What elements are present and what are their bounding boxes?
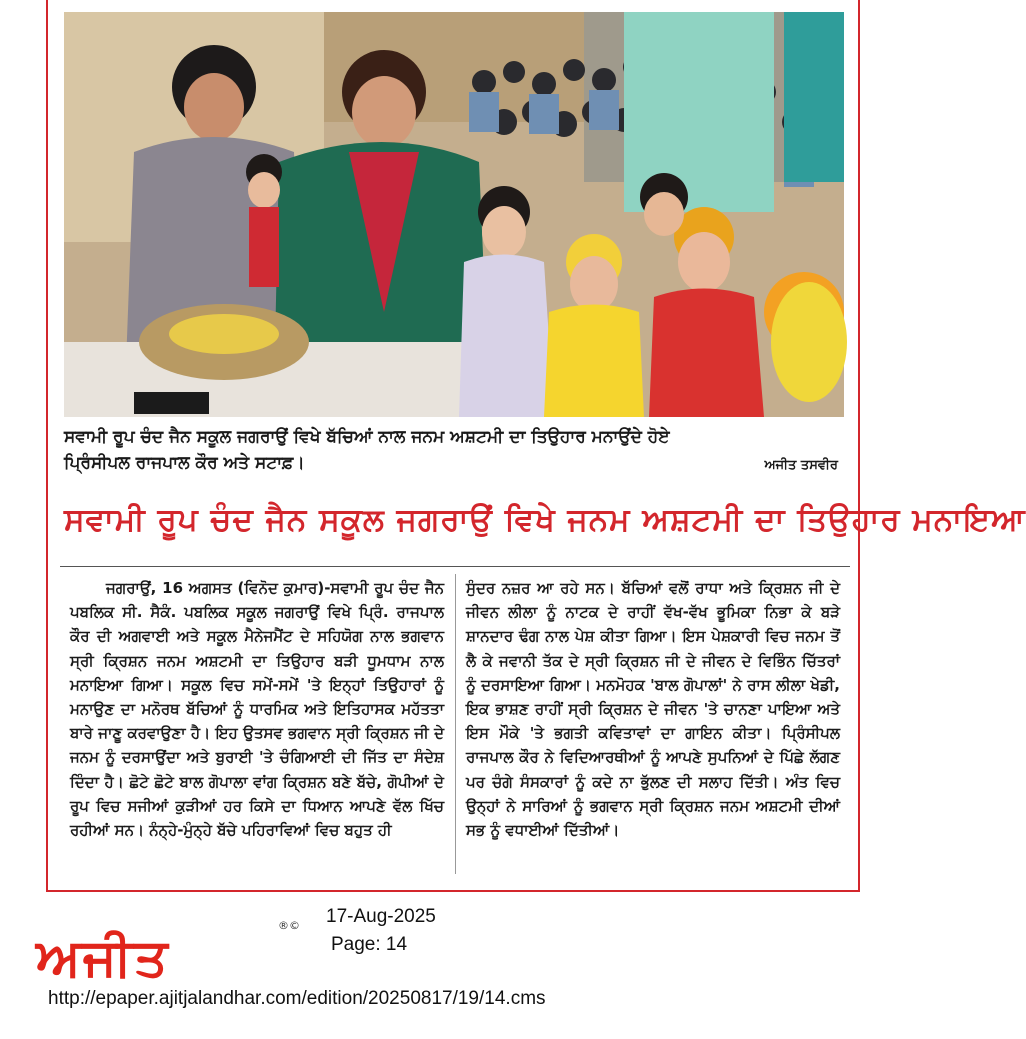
photo-caption [64, 424, 844, 476]
source-url[interactable]: http://epaper.ajitjalandhar.com/edition/20250817/19/14.cms [48, 988, 546, 1009]
photo-caption-line-2: ਪ੍ਰਿੰਸੀਪਲ ਰਾਜਪਾਲ ਕੌਰ ਅਤੇ ਸਟਾਫ਼। [64, 453, 305, 473]
photo-credit: ਅਜੀਤ ਤਸਵੀਰ [764, 458, 838, 473]
photo-illustration [64, 12, 844, 417]
ajit-logo-text: ਅਜੀਤ [36, 928, 170, 988]
edition-date: 17-Aug-2025 [326, 906, 436, 927]
article-photo [64, 12, 844, 417]
ajit-logo [36, 928, 306, 988]
article-body-column-2: ਸੁੰਦਰ ਨਜ਼ਰ ਆ ਰਹੇ ਸਨ। ਬੱਚਿਆਂ ਵਲੋਂ ਰਾਧਾ ਅਤੇ ਕ੍ਰਿਸ਼ਨ ਜੀ ਦੇ ਜੀਵਨ ਲੀਲਾ ਨੂੰ ਨਾਟਕ ਦੇ ਰਾਹੀਂ ਵੱਖ-ਵੱਖ ਭੂਮਿਕਾ ਨਿਭਾ ਕੇ ਬੜੇ ਸ਼ਾਨਦਾਰ ਢੰਗ ਨਾਲ ਪੇਸ਼ ਕੀਤਾ ਗਿਆ। ਇਸ ਪੇਸ਼ਕਾਰੀ ਵਿਚ ਜਨਮ ਤੋਂ ਲੈ ਕੇ ਜਵਾਨੀ ਤੱਕ ਦੇ ਸ੍ਰੀ ਕ੍ਰਿਸ਼ਨ ਜੀ ਦੇ ਜੀਵਨ ਦੇ ਵਿਭਿੰਨ ਚਿੱਤਰਾਂ ਨੂੰ ਦਰਸਾਇਆ ਗਿਆ। ਮਨਮੋਹਕ 'ਬਾਲ ਗੋਪਾਲਾਂ' ਨੇ ਰਾਸ ਲੀਲਾ ਖੇਡੀ, ਇਕ ਭਾਸ਼ਣ ਰਾਹੀਂ ਸ੍ਰੀ ਕ੍ਰਿਸ਼ਨ ਦੇ ਜੀਵਨ 'ਤੇ ਚਾਨਣਾ ਪਾਇਆ ਅਤੇ ਇਸ ਮੌਕੇ 'ਤੇ ਭਗਤੀ ਕਵਿਤਾਵਾਂ ਦਾ ਗਾਇਨ ਕੀਤਾ। ਪ੍ਰਿੰਸੀਪਲ ਰਾਜਪਾਲ ਕੌਰ ਨੇ ਵਿਦਿਆਰਥੀਆਂ ਨੂੰ ਆਪਣੇ ਸੁਪਨਿਆਂ ਦੇ ਪਿੱਛੇ ਲੱਗਣ ਪਰ ਚੰਗੇ ਸੰਸਕਾਰਾਂ ਨੂੰ ਕਦੇ ਨਾ ਭੁੱਲਣ ਦੀ ਸਲਾਹ ਦਿੱਤੀ। ਅੰਤ ਵਿਚ ਉਨ੍ਹਾਂ ਨੇ ਸਾਰਿਆਂ ਨੂੰ ਭਗਵਾਨ ਸ੍ਰੀ ਕ੍ਰਿਸ਼ਨ ਜਨਮ ਅਸ਼ਟਮੀ ਦੀਆਂ ਸਭ ਨੂੰ ਵਧਾਈਆਂ ਦਿੱਤੀਆਂ। [466, 579, 840, 840]
news-clipping [46, 0, 1026, 892]
article-headline: ਸਵਾਮੀ ਰੂਪ ਚੰਦ ਜੈਨ ਸਕੂਲ ਜਗਰਾਉਂ ਵਿਖੇ ਜਨਮ ਅਸ਼ਟਮੀ ਦਾ ਤਿਉਹਾਰ ਮਨਾਇਆ [64, 502, 1026, 538]
registered-mark: ®© [278, 919, 300, 932]
article-body-column-1: ਜਗਰਾਉਂ, 16 ਅਗਸਤ (ਵਿਨੋਦ ਕੁਮਾਰ)-ਸਵਾਮੀ ਰੂਪ ਚੰਦ ਜੈਨ ਪਬਲਿਕ ਸੀ. ਸੈਕੰ. ਪਬਲਿਕ ਸਕੂਲ ਜਗਰਾਉਂ ਵਿਖੇ ਪ੍ਰਿੰ. ਰਾਜਪਾਲ ਕੌਰ ਦੀ ਅਗਵਾਈ ਅਤੇ ਸਕੂਲ ਮੈਨੇਜਮੈਂਟ ਦੇ ਸਹਿਯੋਗ ਨਾਲ ਭਗਵਾਨ ਸ੍ਰੀ ਕ੍ਰਿਸ਼ਨ ਜਨਮ ਅਸ਼ਟਮੀ ਦਾ ਤਿਉਹਾਰ ਬੜੀ ਧੂਮਧਾਮ ਨਾਲ ਮਨਾਇਆ ਗਿਆ। ਸਕੂਲ ਵਿਚ ਸਮੇਂ-ਸਮੇਂ 'ਤੇ ਇਨ੍ਹਾਂ ਤਿਉਹਾਰਾਂ ਨੂੰ ਮਨਾਉਣ ਦਾ ਮਨੋਰਥ ਬੱਚਿਆਂ ਨੂੰ ਧਾਰਮਿਕ ਅਤੇ ਇਤਿਹਾਸਕ ਮਹੱਤਤਾ ਬਾਰੇ ਜਾਣੂ ਕਰਵਾਉਣਾ ਹੈ। ਇਹ ਉਤਸਵ ਭਗਵਾਨ ਸ੍ਰੀ ਕ੍ਰਿਸ਼ਨ ਜੀ ਦੇ ਜਨਮ ਨੂੰ ਦਰਸਾਉਂਦਾ ਅਤੇ ਬੁਰਾਈ 'ਤੇ ਚੰਗਿਆਈ ਦੀ ਜਿੱਤ ਦਾ ਸੰਦੇਸ਼ ਦਿੰਦਾ ਹੈ। ਛੋਟੇ ਛੋਟੇ ਬਾਲ ਗੋਪਾਲਾ ਵਾਂਗ ਕ੍ਰਿਸ਼ਨ ਬਣੇ ਬੱਚੇ, ਗੋਪੀਆਂ ਦੇ ਰੂਪ ਵਿਚ ਸਜੀਆਂ ਕੁੜੀਆਂ ਹਰ ਕਿਸੇ ਦਾ ਧਿਆਨ ਆਪਣੇ ਵੱਲ ਖਿੱਚ ਰਹੀਆਂ ਸਨ। ਨੰਨ੍ਹੇ-ਮੁੰਨ੍ਹੇ ਬੱਚੇ ਪਹਿਰਾਵਿਆਂ ਵਿਚ ਬਹੁਤ ਹੀ [70, 579, 444, 840]
page-number: Page: 14 [331, 934, 408, 955]
column-rule [455, 574, 456, 874]
photo-caption-line-1: ਸਵਾਮੀ ਰੂਪ ਚੰਦ ਜੈਨ ਸਕੂਲ ਜਗਰਾਉਂ ਵਿਖੇ ਬੱਚਿਆਂ ਨਾਲ ਜਨਮ ਅਸ਼ਟਮੀ ਦਾ ਤਿਉਹਾਰ ਮਨਾਉਂਦੇ ਹੋਏ [64, 427, 670, 447]
headline-divider [60, 566, 850, 567]
